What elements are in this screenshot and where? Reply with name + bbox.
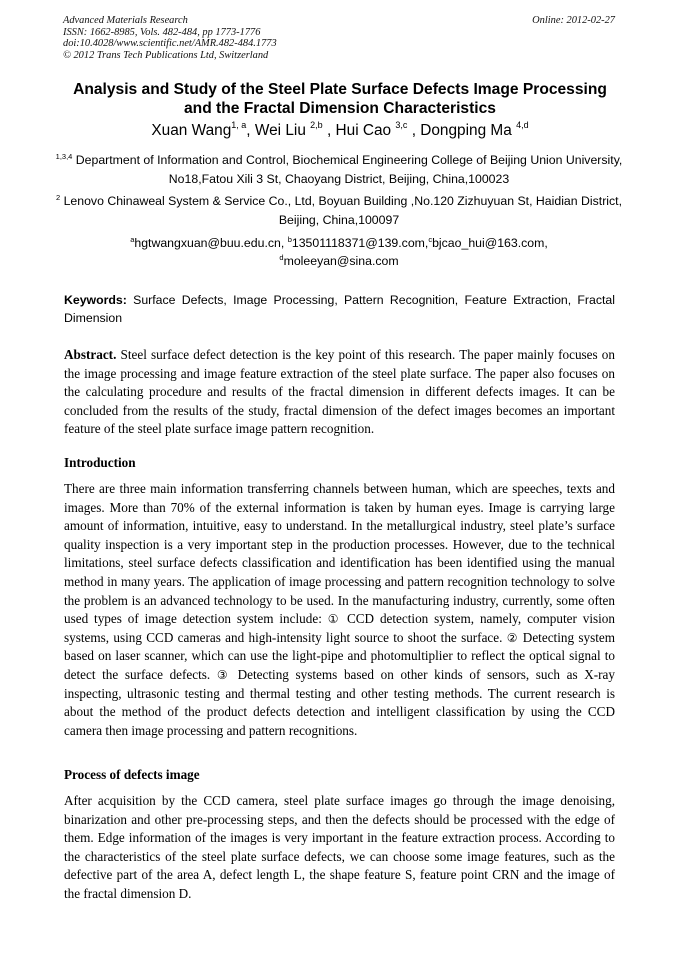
author-sup: 2,b	[310, 120, 323, 130]
copyright: © 2012 Trans Tech Publications Ltd, Switzerland	[63, 49, 269, 61]
process-paragraph: After acquisition by the CCD camera, steel plate surface images go through the image denoising, binarization and other pre-processing steps, and then the defects should be processed with the edge of them. Edge information of the images is very important in the feature extraction process. According to the characteristics of the steel plate surface defects, we can choose some image features, such as the defective part of the area A, defect length L, the shape feature S, feature point CRN and the image of the fractal dimension D.	[64, 793, 615, 901]
section-heading-introduction: Introduction	[64, 455, 136, 470]
circled-two-icon: ②	[506, 630, 519, 645]
author-name: Xuan Wang	[151, 122, 232, 139]
abstract	[64, 346, 615, 439]
keywords-text: Surface Defects, Image Processing, Pattern Recognition, Feature Extraction, Fractal Dimension	[64, 293, 615, 326]
affiliation-sup: 2	[55, 193, 61, 202]
section-heading-process: Process of defects image	[64, 767, 200, 782]
email-link[interactable]: hgtwangxuan@buu.edu.cn,	[134, 236, 288, 250]
author-sup: 1, a	[231, 120, 247, 130]
email-sup: b	[287, 235, 292, 244]
affiliation-2	[55, 192, 623, 229]
author-name: Hui Cao	[335, 122, 396, 139]
paper-title	[40, 80, 640, 118]
author-sup: 3,c	[395, 120, 408, 130]
introduction-paragraph	[64, 480, 615, 740]
abstract-label: Abstract.	[64, 347, 117, 362]
circled-three-icon: ③	[216, 667, 231, 682]
paragraph-text: CCD detection system, namely, computer vision systems, using CCD cameras and high-intensity light source to shoot the surface.	[64, 611, 615, 645]
author-name: Dongping Ma	[420, 122, 517, 139]
email-link[interactable]: bjcao_hui@163.com,	[432, 236, 548, 250]
author-sup: 4,d	[516, 120, 529, 130]
affiliation-text: Department of Information and Control, Biochemical Engineering College of Beijing Union University, No18,Fatou Xili 3 St, Chaoyang District, Beijing, China,100023	[72, 153, 623, 186]
author-emails	[55, 234, 623, 270]
email-sup: a	[130, 235, 135, 244]
affiliation-text: Lenovo Chinaweal System & Service Co., Ltd, Boyuan Building ,No.120 Zizhuyuan St, Haidian District, Beijing, China,100097	[60, 194, 623, 227]
paragraph-text: Detecting system based on laser scanner, which can use the light-pipe and photomultiplier to reflect the optical signal to detect the surface defects.	[64, 629, 615, 682]
email-link[interactable]: moleeyan@sina.com	[283, 254, 399, 268]
doi-link[interactable]: doi:10.4028/www.scientific.net/AMR.482-484.1773	[63, 38, 277, 50]
email-link[interactable]: 13501118371@139.com,	[291, 236, 429, 250]
author-list	[40, 121, 640, 141]
journal-name: Advanced Materials Research	[63, 15, 188, 26]
paragraph-text: There are three main information transferring channels between human, which are speeches, texts and images. More than 70% of the external information is taken by human eyes. Image is carrying large amount of information, intuitive, easy to understand. In the metallurgical industry, steel plate’s surface quality inspection is a very important step in the production processes. However, due to the technical limitations, steel surface defects classification and identification has been identified using the manual method in many years. The application of image processing and pattern recognition technology to solve the problem is an advanced technology to be used. In the manufacturing industry, currently, some often used types of image detection system include:	[64, 481, 615, 627]
title-line-1: Analysis and Study of the Steel Plate Surface Defects Image Processing	[73, 81, 607, 98]
issn: ISSN: 1662-8985, Vols. 482-484, pp 1773-1776	[63, 26, 261, 38]
author-separator: ,	[322, 122, 336, 139]
abstract-text: Steel surface defect detection is the key point of this research. The paper mainly focuses on the image processing and image feature extraction of the steel plate surface. The paper also focuses on the calculating procedure and results of the fractal dimension in different defects images. It can be concluded from the results of the study, fractal dimension of the defect images becomes an important feature of the steel plate surface image pattern recognition.	[64, 347, 615, 437]
author-separator: ,	[407, 122, 421, 139]
author-separator: ,	[246, 122, 255, 139]
email-sup: d	[279, 253, 284, 262]
journal-header	[63, 15, 615, 61]
paragraph-text: Detecting systems based on other kinds of sensors, such as X-ray inspecting, ultrasonic testing and thermal testing and other testing methods. The current research is about the method of the product defects detection and intelligent classification by using the CCD camera then image processing and pattern recognitions.	[64, 666, 615, 738]
keywords	[64, 291, 615, 328]
affiliation-sup: 1,3,4	[55, 152, 73, 161]
online-date: Online: 2012-02-27	[532, 15, 615, 26]
author-name: Wei Liu	[254, 122, 311, 139]
title-line-2: and the Fractal Dimension Characteristics	[184, 100, 496, 117]
circled-one-icon: ①	[327, 612, 342, 627]
keywords-label: Keywords:	[64, 293, 127, 307]
affiliation-1	[55, 151, 623, 188]
email-sup: c	[428, 235, 433, 244]
